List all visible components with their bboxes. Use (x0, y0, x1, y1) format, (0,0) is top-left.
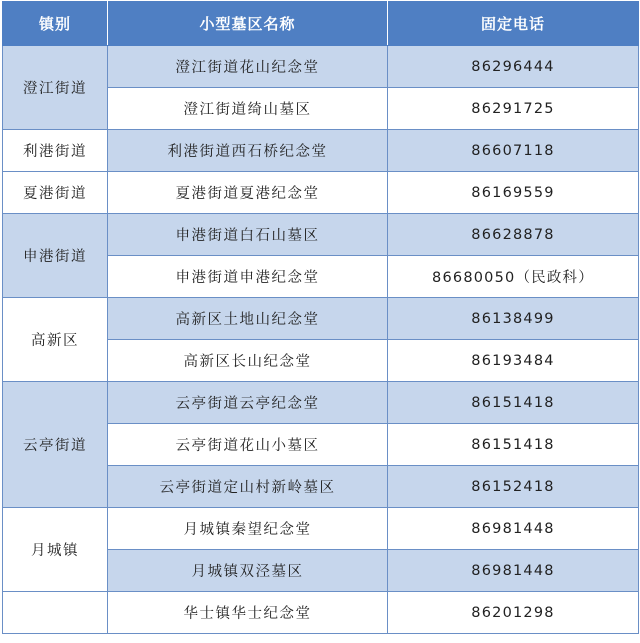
phone-cell: 86680050（民政科） (388, 256, 639, 298)
table-row (3, 130, 639, 172)
cemetery-name-cell: 高新区长山纪念堂 (108, 340, 388, 382)
table-row (3, 46, 639, 88)
table-header-row (3, 2, 639, 46)
cemetery-name-cell: 华士镇华士纪念堂 (108, 592, 388, 634)
cemetery-name-cell: 申港街道白石山墓区 (108, 214, 388, 256)
header-town: 镇别 (3, 2, 108, 46)
phone-cell: 86152418 (388, 466, 639, 508)
cemetery-name-cell: 云亭街道定山村新岭墓区 (108, 466, 388, 508)
phone-cell: 86296444 (388, 46, 639, 88)
cemetery-name-cell: 澄江街道花山纪念堂 (108, 46, 388, 88)
cemetery-name-cell: 申港街道申港纪念堂 (108, 256, 388, 298)
phone-cell: 86151418 (388, 382, 639, 424)
cemetery-name-cell: 高新区土地山纪念堂 (108, 298, 388, 340)
cemetery-name-cell: 云亭街道花山小墓区 (108, 424, 388, 466)
cemetery-name-cell: 澄江街道绮山墓区 (108, 88, 388, 130)
town-cell: 云亭街道 (3, 382, 108, 508)
table-row (3, 298, 639, 340)
town-cell: 高新区 (3, 298, 108, 382)
phone-cell: 86291725 (388, 88, 639, 130)
phone-cell: 86138499 (388, 298, 639, 340)
cemetery-name-cell: 云亭街道云亭纪念堂 (108, 382, 388, 424)
phone-cell: 86151418 (388, 424, 639, 466)
cemetery-name-cell: 利港街道西石桥纪念堂 (108, 130, 388, 172)
phone-cell: 86201298 (388, 592, 639, 634)
cemetery-name-cell: 月城镇双泾墓区 (108, 550, 388, 592)
phone-cell: 86193484 (388, 340, 639, 382)
table-row (3, 592, 639, 634)
table-row (3, 214, 639, 256)
cemetery-contact-table (2, 1, 639, 634)
phone-cell: 86607118 (388, 130, 639, 172)
header-phone: 固定电话 (388, 2, 639, 46)
phone-cell: 86169559 (388, 172, 639, 214)
cemetery-name-cell: 月城镇秦望纪念堂 (108, 508, 388, 550)
phone-cell: 86981448 (388, 508, 639, 550)
town-cell: 申港街道 (3, 214, 108, 298)
town-cell: 澄江街道 (3, 46, 108, 130)
header-cemetery-name: 小型墓区名称 (108, 2, 388, 46)
phone-cell: 86628878 (388, 214, 639, 256)
town-cell: 夏港街道 (3, 172, 108, 214)
town-cell: 利港街道 (3, 130, 108, 172)
phone-cell: 86981448 (388, 550, 639, 592)
table-row (3, 382, 639, 424)
table-row (3, 508, 639, 550)
table-row (3, 172, 639, 214)
town-cell: 月城镇 (3, 508, 108, 592)
cemetery-name-cell: 夏港街道夏港纪念堂 (108, 172, 388, 214)
town-cell (3, 592, 108, 634)
